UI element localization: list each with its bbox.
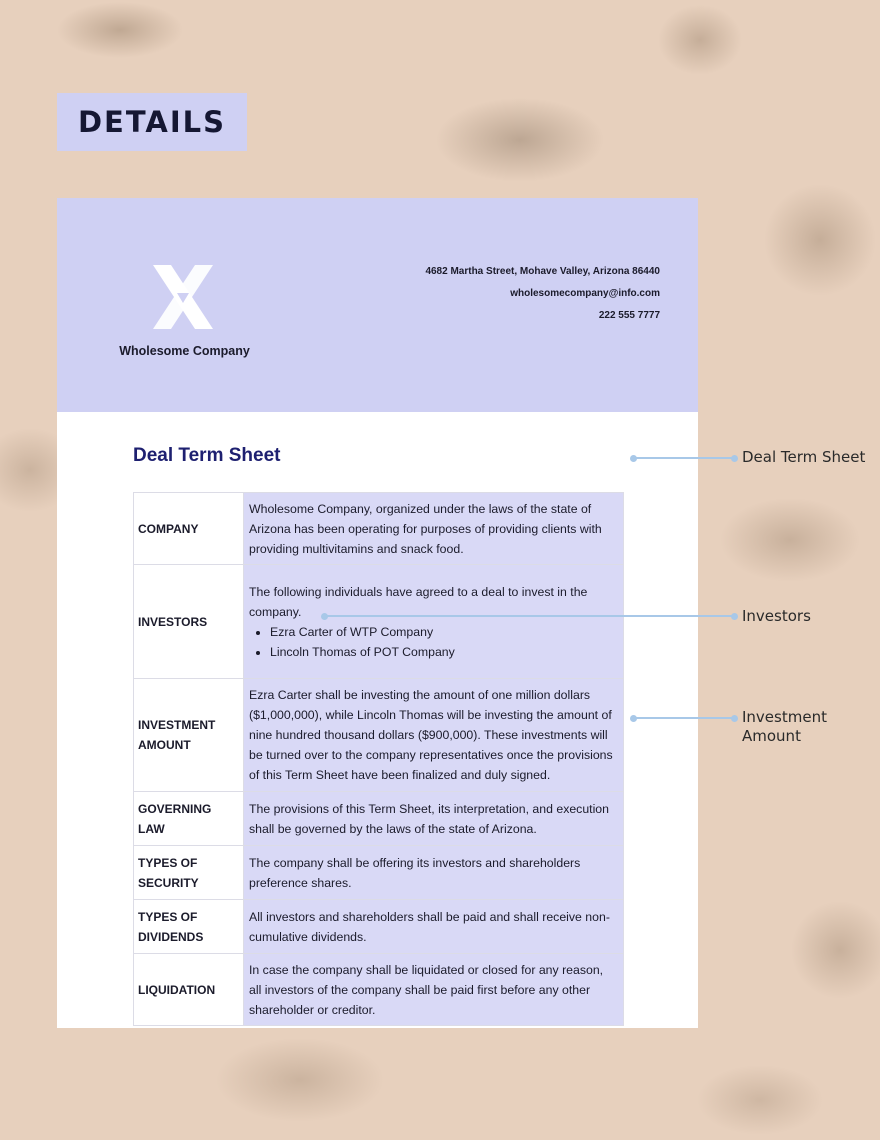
row-value: The provisions of this Term Sheet, its interpretation, and execution shall be governed by the laws of the state of Arizona. <box>244 792 624 846</box>
callout-label-deal-term-sheet: Deal Term Sheet <box>742 448 866 466</box>
callout-dot-end <box>731 455 738 462</box>
table-row <box>134 493 624 565</box>
table-row <box>134 679 624 792</box>
document-title: Deal Term Sheet <box>133 445 281 466</box>
row-value: In case the company shall be liquidated or closed for any reason, all investors of the company shall be paid first before any other shareholder or creditor. <box>244 954 624 1026</box>
details-tag <box>57 93 247 151</box>
details-tag-label: DETAILS <box>77 105 226 139</box>
company-name: Wholesome Company <box>119 344 250 358</box>
table-row <box>134 565 624 679</box>
callout-label-investment-amount: Investment Amount <box>742 708 827 745</box>
row-key: INVESTMENT AMOUNT <box>134 679 244 792</box>
company-phone: 222 555 7777 <box>598 310 660 321</box>
list-item: • Ezra Carter of WTP Company <box>270 622 618 642</box>
row-value <box>244 565 624 679</box>
term-sheet-table <box>133 492 624 1026</box>
row-value: All investors and shareholders shall be paid and shall receive non-cumulative dividends. <box>244 900 624 954</box>
callout-label-investors: Investors <box>742 607 811 625</box>
row-value: Ezra Carter shall be investing the amount of one million dollars ($1,000,000), while Lincoln Thomas will be investing the amount of nine hundred thousand dollars ($900,000). These investments will be turned over to the company representatives once the provisions of this Term Sheet have been finalized and duly signed. <box>244 679 624 792</box>
callout-dot-end <box>731 715 738 722</box>
row-key: INVESTORS <box>134 565 244 679</box>
row-key: TYPES OF DIVIDENDS <box>134 900 244 954</box>
table-row <box>134 954 624 1026</box>
document-header <box>57 198 698 412</box>
row-key: TYPES OF SECURITY <box>134 846 244 900</box>
callout-dot-end <box>731 613 738 620</box>
callout-line-deal-term-sheet <box>633 457 733 459</box>
company-address: 4682 Martha Street, Mohave Valley, Arizona 86440 <box>425 266 660 277</box>
table-row <box>134 900 624 954</box>
row-value: Wholesome Company, organized under the laws of the state of Arizona has been operating for purposes of providing clients with providing multivitamins and snack food. <box>244 493 624 565</box>
investors-intro: The following individuals have agreed to a deal to invest in the company. <box>249 584 588 619</box>
row-key: LIQUIDATION <box>134 954 244 1026</box>
row-key: GOVERNING LAW <box>134 792 244 846</box>
row-key: COMPANY <box>134 493 244 565</box>
callout-line-investment-amount <box>633 717 733 719</box>
table-row <box>134 846 624 900</box>
list-item: • Lincoln Thomas of POT Company <box>270 642 618 662</box>
company-email: wholesomecompany@info.com <box>510 288 660 299</box>
callout-line-investors <box>324 615 733 617</box>
contact-block <box>425 265 660 331</box>
investor-list <box>249 622 618 662</box>
x-logo-icon <box>151 261 215 333</box>
document-page <box>57 198 698 1028</box>
row-value: The company shall be offering its investors and shareholders preference shares. <box>244 846 624 900</box>
table-row <box>134 792 624 846</box>
